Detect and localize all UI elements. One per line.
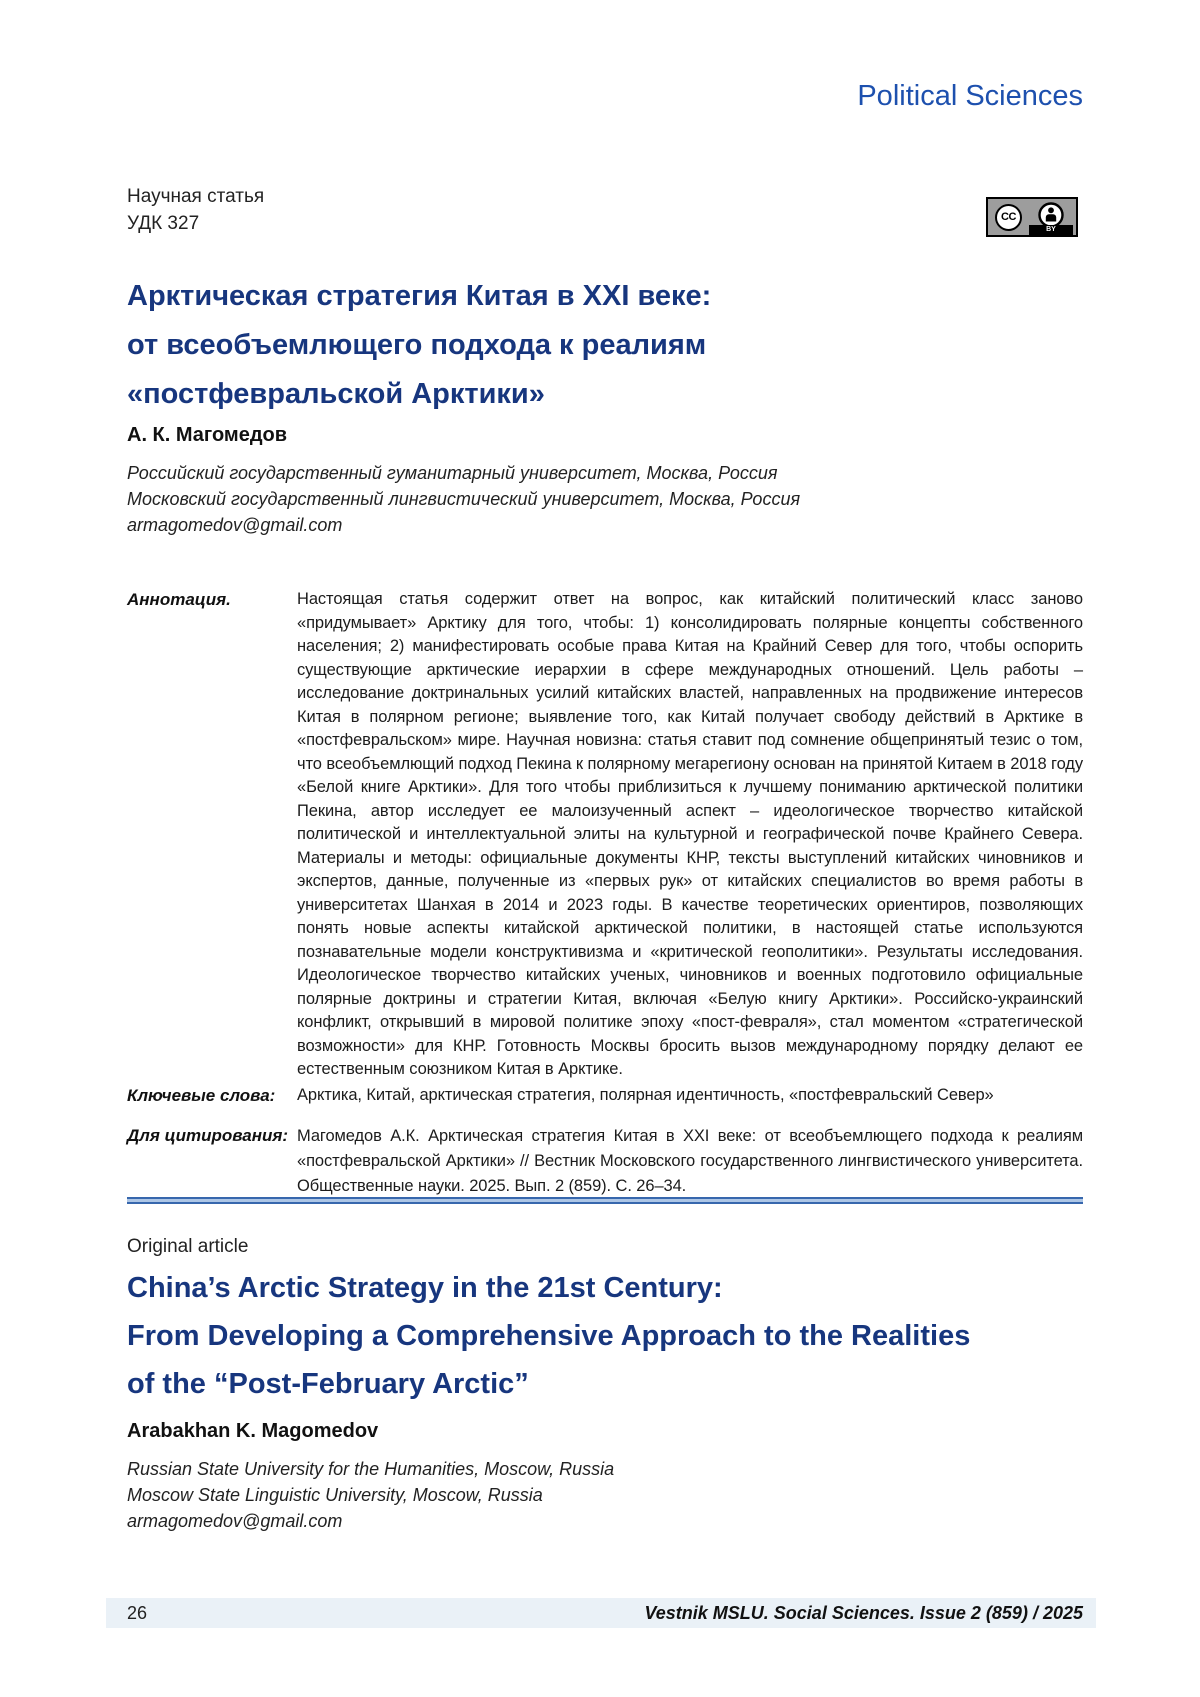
ru-affiliation: Российский государственный гуманитарный университет, Москва, Россия <box>127 463 778 483</box>
en-title-line: China’s Arctic Strategy in the 21st Century: <box>127 1272 723 1304</box>
article-type-en: Original article <box>127 1236 249 1257</box>
citation-text: Магомедов А.К. Арктическая стратегия Китая в XXI веке: от всеобъемлющего подхода к реалиям «постфевральской Арктики» // Вестник Московского государственного лингвистического университета. Общественные науки. 2025. Вып. 2 (859). С. 26–34. <box>297 1127 1083 1195</box>
article-meta <box>127 183 264 237</box>
by-attribution-column <box>1031 199 1071 235</box>
abstract-label: Аннотация. <box>127 590 231 609</box>
ru-author-email: armagomedov@gmail.com <box>127 515 343 535</box>
abstract-text: Настоящая статья содержит ответ на вопрос, как китайский политический класс заново «придумывает» Арктику для того, чтобы: 1) консолидировать полярные концепты собственного населения; 2) манифестировать особые права Китая на Крайний Север для того, чтобы оспорить существующие арктические иерархии в сфере международных отношений. Цель работы – исследование доктринальных усилий китайских властей, направленных на продвижение интересов Китая в полярном регионе; выявление того, как Китай получает свободу действий в Арктике в «постфевральском» мире. Научная новизна: статья ставит под сомнение общепринятый тезис о том, что всеобъемлющий подход Пекина к полярному мегарегиону основан на принятой Китаем в 2018 году «Белой книге Арктики». Для того чтобы приблизиться к лучшему пониманию арктической политики Пекина, автор исследует ее малоизученный аспект – идеологическое творчество китайской политической и интеллектуальной элиты на культурной и географической почве Крайнего Севера. Материалы и методы: официальные документы КНР, тексты выступлений китайских чиновников и экспертов, данные, полученные из «первых рук» от китайских специалистов во время работы в университетах Шанхая в 2014 и 2023 годы. В качестве теоретических ориентиров, позволяющих понять новые аспекты китайской арктической политики, в настоящей статье используются познавательные модели конструктивизма и «критической геополитики». Результаты исследования. Идеологическое творчество китайских ученых, чиновников и военных подготовило официальные полярные доктрины и стратегии Китая, включая «Белую книгу Арктики». Российско-украинский конфликт, открывший в мировой политике эпоху «пост-февраля», стал моментом «стратегической возможности» для КНР. Готовность Москвы бросить вызов международному порядку делают ее естественным союзником Китая в Арктике. <box>297 590 1083 1078</box>
en-title-line: From Developing a Comprehensive Approach to the Realities <box>127 1320 971 1352</box>
citation-section <box>127 1124 1083 1199</box>
cc-license-badge[interactable] <box>986 197 1078 237</box>
keywords-text: Арктика, Китай, арктическая стратегия, полярная идентичность, «постфевральский Север» <box>297 1086 994 1104</box>
ru-title-line: Арктическая стратегия Китая в XXI веке: <box>127 280 712 312</box>
en-title-line: of the “Post-February Arctic” <box>127 1368 529 1400</box>
citation-label: Для цитирования: <box>127 1126 289 1145</box>
ru-author-name: А. К. Магомедов <box>127 424 288 446</box>
en-affiliation: Russian State University for the Humanities, Moscow, Russia <box>127 1459 615 1479</box>
by-label: BY <box>1029 225 1073 235</box>
en-affiliation: Moscow State Linguistic University, Moscow, Russia <box>127 1485 543 1505</box>
article-type-ru: Научная статья <box>127 186 265 207</box>
section-divider <box>127 1197 1083 1204</box>
en-title <box>127 1264 1093 1408</box>
ru-title <box>127 272 1093 419</box>
cc-icon: CC <box>995 204 1022 231</box>
ru-affiliation: Московский государственный лингвистический университет, Москва, Россия <box>127 489 801 509</box>
udc-label: УДК 327 <box>127 213 200 234</box>
ru-title-line: «постфевральской Арктики» <box>127 378 545 410</box>
journal-reference: Vestnik MSLU. Social Sciences. Issue 2 (859) / 2025 <box>644 1602 1083 1623</box>
journal-section-label: Political Sciences <box>857 80 1083 112</box>
ru-title-line: от всеобъемлющего подхода к реалиям <box>127 329 707 361</box>
page-number: 26 <box>127 1602 148 1623</box>
en-author-name: Arabakhan K. Magomedov <box>127 1420 379 1442</box>
en-author-email: armagomedov@gmail.com <box>127 1511 343 1531</box>
keywords-section <box>127 1084 1083 1108</box>
abstract-section <box>127 588 1083 1082</box>
footer-bar <box>106 1598 1096 1628</box>
en-affiliations <box>127 1456 614 1534</box>
ru-affiliations <box>127 460 800 538</box>
keywords-label: Ключевые слова: <box>127 1086 276 1105</box>
